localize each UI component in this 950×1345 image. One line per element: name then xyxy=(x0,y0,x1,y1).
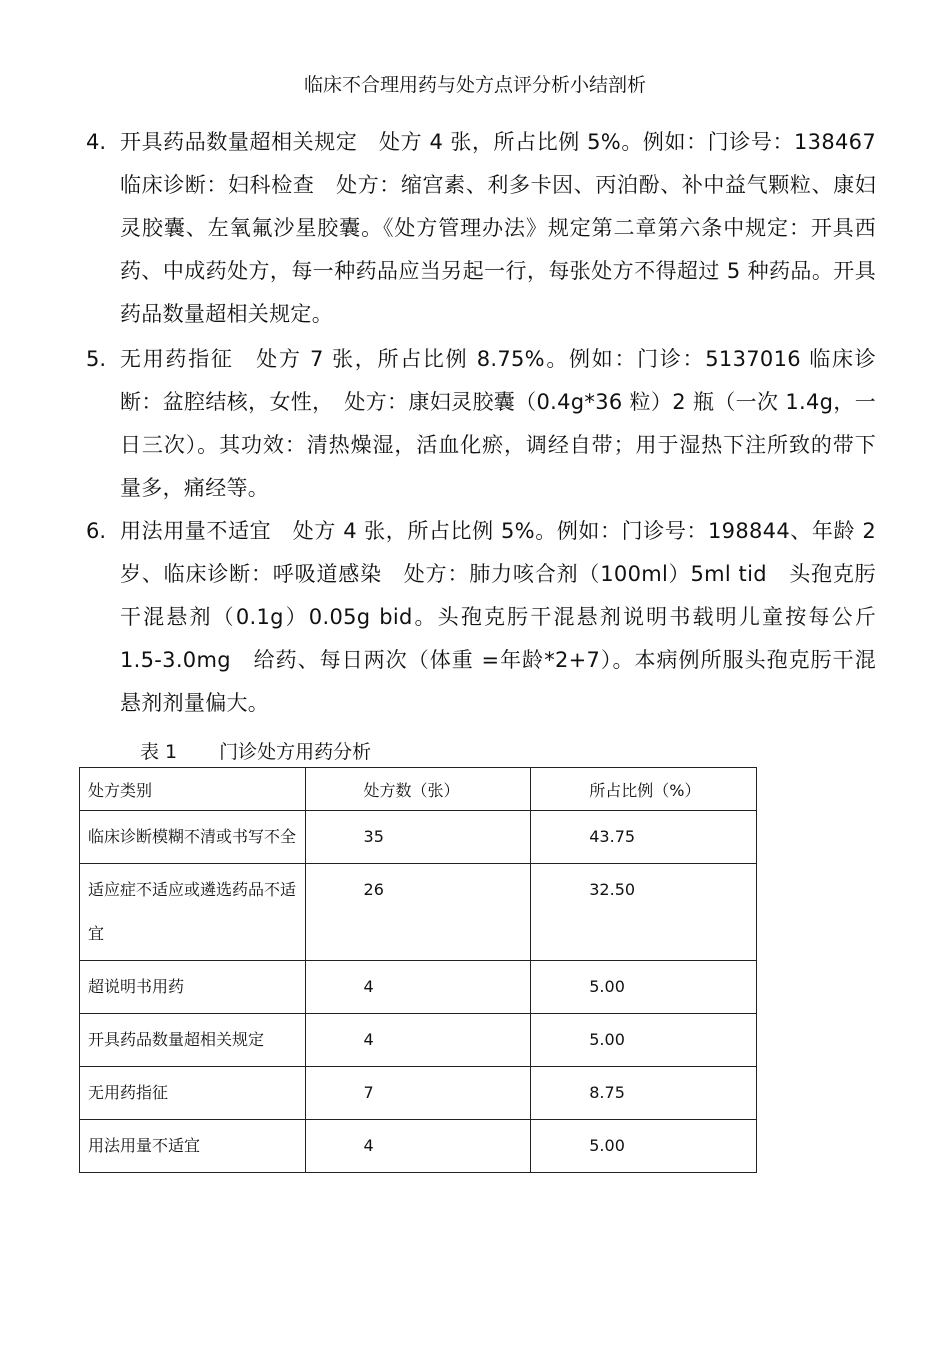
list-item-number: 5. xyxy=(86,347,107,371)
list-item-text: 用法用量不适宜 处方 4 张，所占比例 5%。例如：门诊号：198844、年龄 2 岁、临床诊断：呼吸道感染 处方：肺力咳合剂（100ml）5ml tid 头孢克肟干混悬剂（0.1g）0.05g bid。头孢克肟干混悬剂说明书载明儿童按每公斤 1.5-3.0mg 给药、每日两次（体重 =年龄*2+7）。本病例所服头孢克肟干混悬剂剂量偏大。 xyxy=(120,519,898,715)
table-cell-count: 4 xyxy=(305,961,531,1014)
table-cell-count: 35 xyxy=(305,811,531,864)
table-header-row xyxy=(80,768,757,811)
table-row xyxy=(80,1120,757,1173)
table-cell-count: 26 xyxy=(305,864,531,961)
table-cell-category: 临床诊断模糊不清或书写不全 xyxy=(80,811,306,864)
prescription-analysis-table xyxy=(79,767,757,1173)
table-cell-category: 适应症不适应或遴选药品不适宜 xyxy=(80,864,306,961)
table-cell-count: 4 xyxy=(305,1120,531,1173)
table-cell-category: 无用药指征 xyxy=(80,1067,306,1120)
column-header-count: 处方数（张） xyxy=(305,768,531,811)
table-cell-category: 开具药品数量超相关规定 xyxy=(80,1014,306,1067)
table-row xyxy=(80,811,757,864)
table-cell-category: 用法用量不适宜 xyxy=(80,1120,306,1173)
list-item-text: 开具药品数量超相关规定 处方 4 张，所占比例 5%。例如：门诊号：138467 临床诊断：妇科检查 处方：缩宫素、利多卡因、丙泊酚、补中益气颗粒、康妇灵胶囊、左氧氟沙星胶囊。《处方管理办法》规定第二章第六条中规定：开具西药、中成药处方，每一种药品应当另起一行，每张处方不得超过 5 种药品。开具药品数量超相关规定。 xyxy=(120,130,876,326)
list-item-number: 6. xyxy=(86,519,107,543)
table-cell-ratio: 5.00 xyxy=(531,1120,757,1173)
list-item-number: 4. xyxy=(86,130,107,154)
table-cell-count: 4 xyxy=(305,1014,531,1067)
column-header-category: 处方类别 xyxy=(80,768,306,811)
table-cell-ratio: 32.50 xyxy=(531,864,757,961)
table-cell-category: 超说明书用药 xyxy=(80,961,306,1014)
table-cell-ratio: 5.00 xyxy=(531,961,757,1014)
list-item-4 xyxy=(86,121,876,336)
list-item-text: 无用药指征 处方 7 张，所占比例 8.75%。例如：门诊：5137016 临床诊断：盆腔结核，女性， 处方：康妇灵胶囊（0.4g*36 粒）2 瓶（一次 1.4g，一日三次）。其功效：清热燥湿，活血化瘀，调经自带；用于湿热下注所致的带下量多，痛经等。 xyxy=(120,347,876,500)
list-item-6 xyxy=(86,510,898,725)
table-cell-count: 7 xyxy=(305,1067,531,1120)
table-caption-label: 表 1 xyxy=(140,741,178,763)
table-caption-title: 门诊处方用药分析 xyxy=(219,741,372,763)
table-cell-ratio: 5.00 xyxy=(531,1014,757,1067)
table-row xyxy=(80,1067,757,1120)
table-row xyxy=(80,1014,757,1067)
table-cell-ratio: 8.75 xyxy=(531,1067,757,1120)
table-caption xyxy=(140,737,371,764)
table-cell-ratio: 43.75 xyxy=(531,811,757,864)
column-header-ratio: 所占比例（%） xyxy=(531,768,757,811)
table-row xyxy=(80,864,757,961)
page-title: 临床不合理用药与处方点评分析小结剖析 xyxy=(303,74,646,96)
list-item-5 xyxy=(86,338,876,510)
table-row xyxy=(80,961,757,1014)
